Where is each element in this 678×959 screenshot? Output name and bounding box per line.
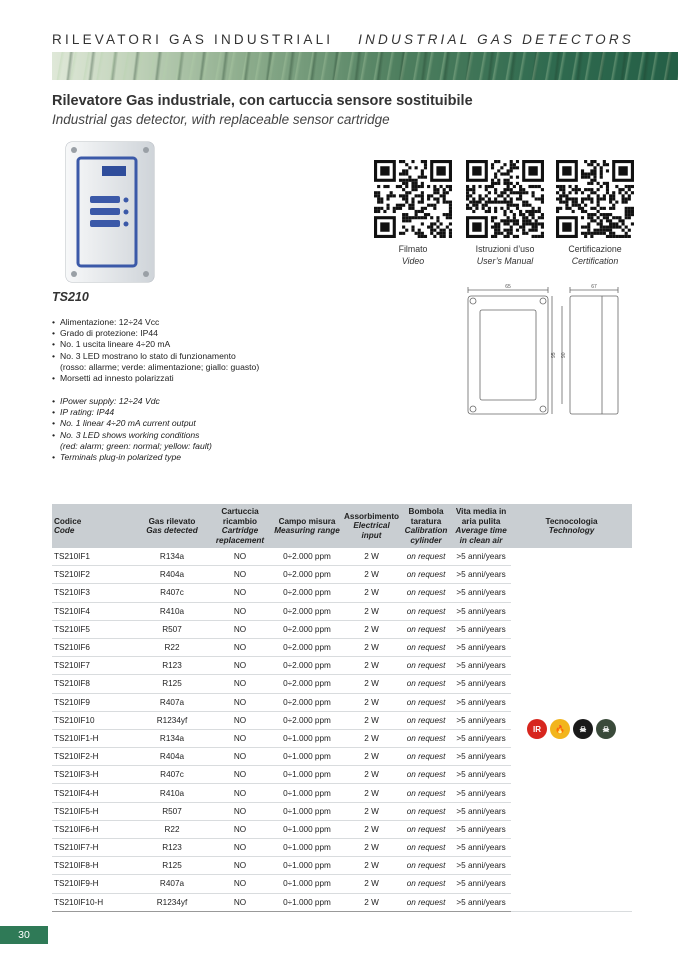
product-photo (52, 136, 168, 292)
cell-cartridge: NO (208, 548, 272, 566)
feature-item: • No. 3 LED shows working conditions (52, 430, 212, 441)
cell-cartridge: NO (208, 839, 272, 857)
technical-drawing (460, 282, 640, 422)
cell-absorption: 2 W (342, 711, 401, 729)
header-category-en: INDUSTRIAL GAS DETECTORS (358, 32, 634, 47)
toxic-icon: ☠ (573, 719, 593, 739)
cell-gas: R410a (136, 784, 208, 802)
cell-absorption: 2 W (342, 693, 401, 711)
feature-item: • IP rating: IP44 (52, 407, 212, 418)
cell-code: TS210IF5-H (52, 802, 136, 820)
cell-absorption: 2 W (342, 766, 401, 784)
cell-cartridge: NO (208, 566, 272, 584)
cell-code: TS210IF7 (52, 657, 136, 675)
feature-item: • No. 1 uscita lineare 4÷20 mA (52, 339, 259, 350)
dimension-width: 65 (505, 284, 511, 290)
cell-range: 0÷2.000 ppm (272, 638, 342, 656)
qr-caption-certification (540, 244, 650, 267)
cell-absorption: 2 W (342, 602, 401, 620)
cell-gas: R125 (136, 675, 208, 693)
cell-gas: R407a (136, 693, 208, 711)
cell-gas: R134a (136, 548, 208, 566)
cell-absorption: 2 W (342, 893, 401, 911)
dimension-height-a: 95 (551, 352, 557, 358)
cell-life: >5 anni/years (451, 857, 511, 875)
header-banner (52, 52, 678, 80)
cell-absorption: 2 W (342, 566, 401, 584)
feature-item: • Grado di protezione: IP44 (52, 328, 259, 339)
cell-code: TS210IF6-H (52, 820, 136, 838)
cell-cylinder: on request (401, 839, 451, 857)
cell-code: TS210IF3 (52, 584, 136, 602)
cell-life: >5 anni/years (451, 638, 511, 656)
cell-cylinder: on request (401, 748, 451, 766)
col-cylinder: Bombola taratura Calibration cylinder (401, 504, 451, 548)
cell-code: TS210IF8 (52, 675, 136, 693)
page-number: 30 (0, 926, 48, 944)
cell-cartridge: NO (208, 766, 272, 784)
cell-range: 0÷1.000 ppm (272, 729, 342, 747)
cell-life: >5 anni/years (451, 729, 511, 747)
qr-caption-en: Video (401, 255, 425, 266)
cell-cylinder: on request (401, 548, 451, 566)
col-cartridge: Cartuccia ricambio Cartridge replacement (208, 504, 272, 548)
cell-cylinder: on request (401, 857, 451, 875)
features-list-en (52, 396, 212, 463)
cell-range: 0÷1.000 ppm (272, 784, 342, 802)
cell-life: >5 anni/years (451, 893, 511, 911)
cell-code: TS210IF9 (52, 693, 136, 711)
qr-code-manual[interactable] (466, 160, 544, 238)
cell-cartridge: NO (208, 620, 272, 638)
cell-gas: R407a (136, 875, 208, 893)
cell-cartridge: NO (208, 711, 272, 729)
cell-cylinder: on request (401, 584, 451, 602)
cell-cartridge: NO (208, 602, 272, 620)
features-list-it (52, 317, 259, 384)
cell-cylinder: on request (401, 566, 451, 584)
cell-life: >5 anni/years (451, 748, 511, 766)
cell-gas: R1234yf (136, 711, 208, 729)
cell-range: 0÷1.000 ppm (272, 802, 342, 820)
col-absorption: Assorbimento Electrical input (342, 504, 401, 548)
cell-range: 0÷1.000 ppm (272, 820, 342, 838)
cell-cylinder: on request (401, 620, 451, 638)
cell-life: >5 anni/years (451, 620, 511, 638)
col-gas: Gas rilevato Gas detected (136, 504, 208, 548)
cell-life: >5 anni/years (451, 584, 511, 602)
cell-code: TS210IF3-H (52, 766, 136, 784)
feature-item: • No. 1 linear 4÷20 mA current output (52, 418, 212, 429)
product-title-en: Industrial gas detector, with replaceable sensor cartridge (52, 112, 390, 127)
cell-gas: R22 (136, 820, 208, 838)
cell-cartridge: NO (208, 693, 272, 711)
flammable-icon: 🔥 (550, 719, 570, 739)
cell-absorption: 2 W (342, 748, 401, 766)
cell-cartridge: NO (208, 657, 272, 675)
feature-item: • No. 3 LED mostrano lo stato di funzionamento (52, 351, 259, 362)
feature-item: • Morsetti ad innesto polarizzati (52, 373, 259, 384)
col-code: Codice Code (52, 504, 136, 548)
cell-gas: R123 (136, 839, 208, 857)
cell-range: 0÷2.000 ppm (272, 548, 342, 566)
cell-absorption: 2 W (342, 657, 401, 675)
cell-cartridge: NO (208, 638, 272, 656)
product-spec-table (52, 504, 632, 912)
cell-cartridge: NO (208, 748, 272, 766)
cell-cartridge: NO (208, 784, 272, 802)
feature-item: • IPower supply: 12÷24 Vdc (52, 396, 212, 407)
cell-range: 0÷2.000 ppm (272, 602, 342, 620)
cell-range: 0÷1.000 ppm (272, 857, 342, 875)
cell-life: >5 anni/years (451, 566, 511, 584)
cell-range: 0÷2.000 ppm (272, 584, 342, 602)
cell-absorption: 2 W (342, 638, 401, 656)
cell-cylinder: on request (401, 693, 451, 711)
cell-absorption: 2 W (342, 548, 401, 566)
qr-caption-en: Certification (571, 255, 619, 266)
cell-cylinder: on request (401, 875, 451, 893)
cell-cartridge: NO (208, 729, 272, 747)
dimension-height-b: 90 (561, 352, 567, 358)
cell-cylinder: on request (401, 802, 451, 820)
cell-code: TS210IF7-H (52, 839, 136, 857)
cell-code: TS210IF9-H (52, 875, 136, 893)
cell-cartridge: NO (208, 893, 272, 911)
cell-range: 0÷2.000 ppm (272, 675, 342, 693)
cell-absorption: 2 W (342, 784, 401, 802)
cell-code: TS210IF4-H (52, 784, 136, 802)
feature-item: (red: alarm; green: normal; yellow: fault) (60, 440, 212, 451)
cell-cylinder: on request (401, 602, 451, 620)
cell-cartridge: NO (208, 820, 272, 838)
cell-code: TS210IF1 (52, 548, 136, 566)
cell-code: TS210IF10 (52, 711, 136, 729)
cell-gas: R407c (136, 584, 208, 602)
cell-range: 0÷2.000 ppm (272, 693, 342, 711)
cell-cylinder: on request (401, 657, 451, 675)
cell-cartridge: NO (208, 802, 272, 820)
cell-gas: R123 (136, 657, 208, 675)
cell-cartridge: NO (208, 584, 272, 602)
cell-range: 0÷2.000 ppm (272, 657, 342, 675)
cell-life: >5 anni/years (451, 784, 511, 802)
cell-cylinder: on request (401, 729, 451, 747)
toxic-gas-icon: ☠ (596, 719, 616, 739)
cell-gas: R410a (136, 602, 208, 620)
product-title-it: Rilevatore Gas industriale, con cartuccia sensore sostituibile (52, 93, 473, 109)
cell-code: TS210IF10-H (52, 893, 136, 911)
cell-code: TS210IF8-H (52, 857, 136, 875)
cell-range: 0÷2.000 ppm (272, 711, 342, 729)
cell-life: >5 anni/years (451, 766, 511, 784)
col-range: Campo misura Measuring range (272, 504, 342, 548)
cell-absorption: 2 W (342, 729, 401, 747)
cell-life: >5 anni/years (451, 875, 511, 893)
cell-life: >5 anni/years (451, 693, 511, 711)
cell-absorption: 2 W (342, 857, 401, 875)
cell-absorption: 2 W (342, 875, 401, 893)
cell-range: 0÷1.000 ppm (272, 766, 342, 784)
cell-code: TS210IF6 (52, 638, 136, 656)
cell-life: >5 anni/years (451, 675, 511, 693)
cell-gas: R404a (136, 566, 208, 584)
cell-life: >5 anni/years (451, 820, 511, 838)
feature-item: (rosso: allarme; verde: alimentazione; giallo: guasto) (60, 361, 260, 372)
cell-gas: R507 (136, 802, 208, 820)
qr-caption-en: User’s Manual (476, 255, 534, 266)
product-model: TS210 (52, 290, 89, 304)
cell-gas: R507 (136, 620, 208, 638)
cell-range: 0÷2.000 ppm (272, 566, 342, 584)
cell-cartridge: NO (208, 857, 272, 875)
col-technology: Tecnocologia Technology (511, 504, 632, 548)
qr-code-video[interactable] (374, 160, 452, 238)
table-row (52, 548, 632, 566)
cell-code: TS210IF2-H (52, 748, 136, 766)
cell-code: TS210IF2 (52, 566, 136, 584)
header-category-it: RILEVATORI GAS INDUSTRIALI (52, 32, 334, 47)
cell-cylinder: on request (401, 711, 451, 729)
cell-gas: R125 (136, 857, 208, 875)
cell-range: 0÷1.000 ppm (272, 893, 342, 911)
cell-code: TS210IF4 (52, 602, 136, 620)
cell-range: 0÷2.000 ppm (272, 620, 342, 638)
feature-item: • Terminals plug-in polarized type (52, 452, 212, 463)
cell-cartridge: NO (208, 675, 272, 693)
cell-absorption: 2 W (342, 584, 401, 602)
table-body (52, 548, 632, 911)
ir-icon: IR (527, 719, 547, 739)
cell-cylinder: on request (401, 638, 451, 656)
cell-cylinder: on request (401, 766, 451, 784)
cell-absorption: 2 W (342, 802, 401, 820)
cell-range: 0÷1.000 ppm (272, 748, 342, 766)
col-life: Vita media in aria pulita Average time in clean air (451, 504, 511, 548)
qr-caption-it: Filmato (398, 244, 428, 254)
cell-gas: R22 (136, 638, 208, 656)
table-header-row (52, 504, 632, 548)
technology-icons (527, 719, 616, 739)
cell-gas: R1234yf (136, 893, 208, 911)
cell-absorption: 2 W (342, 820, 401, 838)
cell-absorption: 2 W (342, 675, 401, 693)
cell-gas: R134a (136, 729, 208, 747)
cell-life: >5 anni/years (451, 711, 511, 729)
cell-cylinder: on request (401, 784, 451, 802)
cell-technology (511, 548, 632, 911)
cell-cartridge: NO (208, 875, 272, 893)
cell-range: 0÷1.000 ppm (272, 839, 342, 857)
feature-item: • Alimentazione: 12÷24 Vcc (52, 317, 259, 328)
cell-life: >5 anni/years (451, 839, 511, 857)
cell-life: >5 anni/years (451, 802, 511, 820)
cell-life: >5 anni/years (451, 548, 511, 566)
cell-gas: R404a (136, 748, 208, 766)
cell-cylinder: on request (401, 820, 451, 838)
cell-code: TS210IF1-H (52, 729, 136, 747)
cell-life: >5 anni/years (451, 657, 511, 675)
dimension-depth: 67 (591, 284, 597, 290)
cell-life: >5 anni/years (451, 602, 511, 620)
cell-cylinder: on request (401, 893, 451, 911)
qr-code-certification[interactable] (556, 160, 634, 238)
cell-range: 0÷1.000 ppm (272, 875, 342, 893)
cell-code: TS210IF5 (52, 620, 136, 638)
qr-caption-it: Istruzioni d’uso (475, 244, 535, 254)
cell-cylinder: on request (401, 675, 451, 693)
cell-gas: R407c (136, 766, 208, 784)
cell-absorption: 2 W (342, 839, 401, 857)
qr-caption-it: Certificazione (568, 244, 622, 254)
cell-absorption: 2 W (342, 620, 401, 638)
